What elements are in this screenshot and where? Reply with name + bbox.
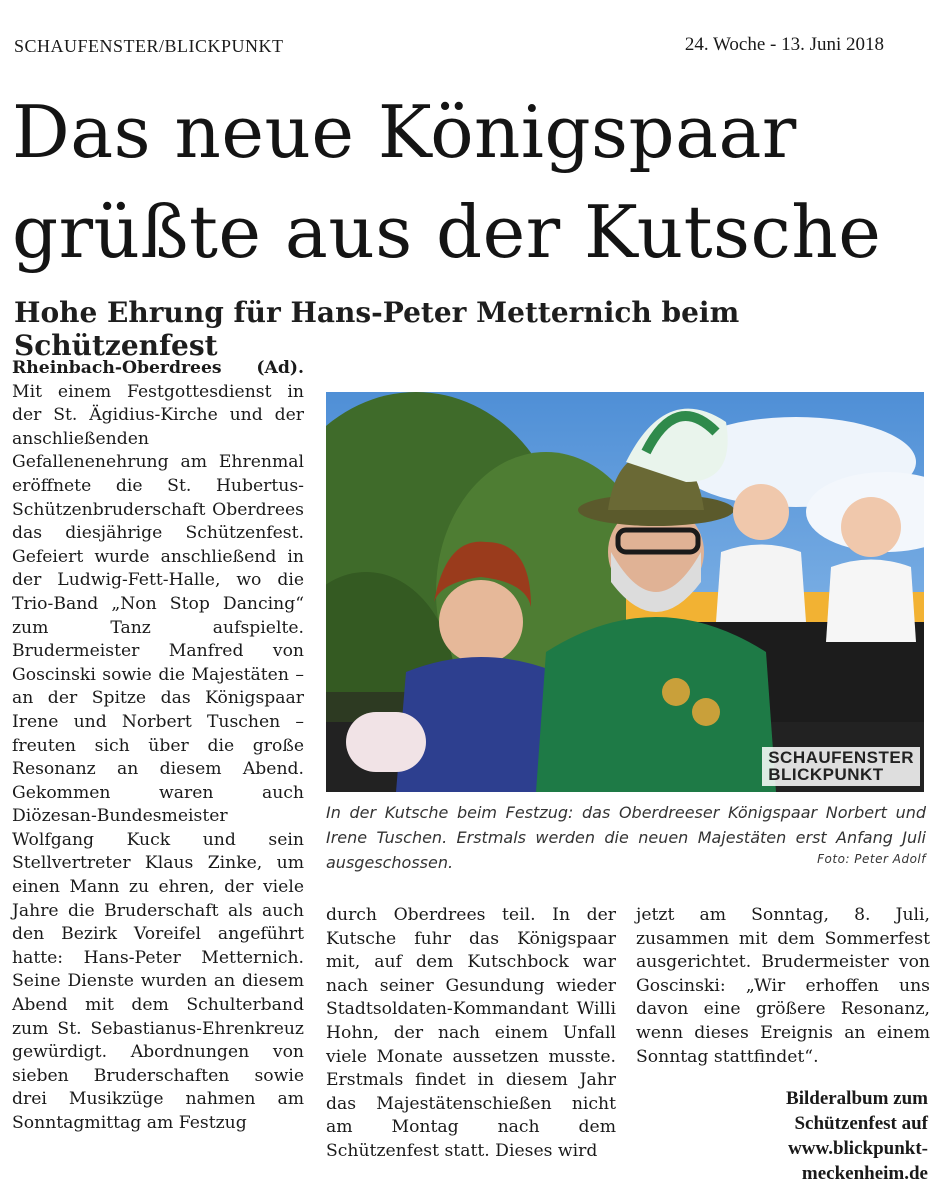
watermark-line-1: SCHAUFENSTER [768, 748, 914, 767]
album-line-2: Schützenfest auf [794, 1113, 928, 1134]
album-link-domain[interactable]: meckenheim.de [801, 1163, 928, 1184]
photo-credit: Foto: Peter Adolf [817, 852, 926, 866]
headline: Das neue Königspaar grüßte aus der Kutsche [12, 90, 882, 274]
album-link[interactable]: www.blickpunkt- [788, 1138, 928, 1159]
article-column-3: jetzt am Sonntag, 8. Juli, zusammen mit dem Sommerfest ausgerichtet. Brudermeister von Goscinski: „Wir erhoffen uns davon eine größere Resonanz, wenn dieses Ereignis an einem Sonntag stattfindet“. [636, 905, 930, 1067]
article-column-2: durch Oberdrees teil. In der Kutsche fuhr das Königspaar mit, auf dem Kutschbock war nach seiner Gesundung wieder Stadtsoldaten-Kommandant Willi Hohn, der nach einem Unfall viele Monate aussetzen musste. Erstmals findet in diesem Jahr das Majestätenschießen nicht am Montag nach dem Schützenfest statt. Dieses wird [326, 905, 616, 1161]
article-photo [326, 392, 924, 792]
issue-date: 24. Woche - 13. Juni 2018 [684, 34, 884, 55]
photo-illustration [326, 392, 924, 792]
article-text-1: Mit einem Festgottesdienst in der St. Ägidius-Kirche und der anschließenden Gefallenenehrung am Ehrenmal eröffnete die St. Hubertus-Schützenbruderschaft Oberdrees das diesjährige Schützenfest. Gefeiert wurde anschließend in der Ludwig-Fett-Halle, wo die Trio-Band „Non Stop Dancing“ zum Tanz aufspielte. Brudermeister Manfred von Goscinski sowie die Majestäten – an der Spitze das Königspaar Irene und Norbert Tuschen – freuten sich über die große Resonanz an diesem Abend. Gekommen waren auch Diözesan-Bundesmeister Wolfgang Kuck und sein Stellvertreter Klaus Zinke, um einen Mann zu ehren, der viele Jahre die Bruderschaft als auch den Bezirk Voreifel angeführt hatte: Hans-Peter Metternich. Seine Dienste wurden an diesem Abend mit dem Schulterband zum St. Sebastianus-Ehrenkreuz gewürdigt. Abordnungen von sieben Bruderschaften sowie drei Musikzüge nahmen am Sonntagmittag am Festzug [12, 381, 304, 1133]
dateline: Rheinbach-Oberdrees (Ad). [12, 358, 304, 378]
subheadline: Hohe Ehrung für Hans-Peter Metternich beim Schützenfest [14, 296, 740, 362]
watermark-line-2: BLICKPUNKT [768, 765, 884, 784]
photo-caption: In der Kutsche beim Festzug: das Oberdreeser Königspaar Norbert und Irene Tuschen. Erstmals werden die neuen Majestäten erst Anfang Juli ausgeschossen. [326, 803, 926, 872]
section-label: SCHAUFENSTER/BLICKPUNKT [14, 36, 284, 56]
brand-watermark [762, 747, 920, 786]
album-line-1: Bilderalbum zum [786, 1088, 928, 1109]
article-column-1 [12, 357, 304, 1136]
photo-album-note [688, 1086, 928, 1186]
